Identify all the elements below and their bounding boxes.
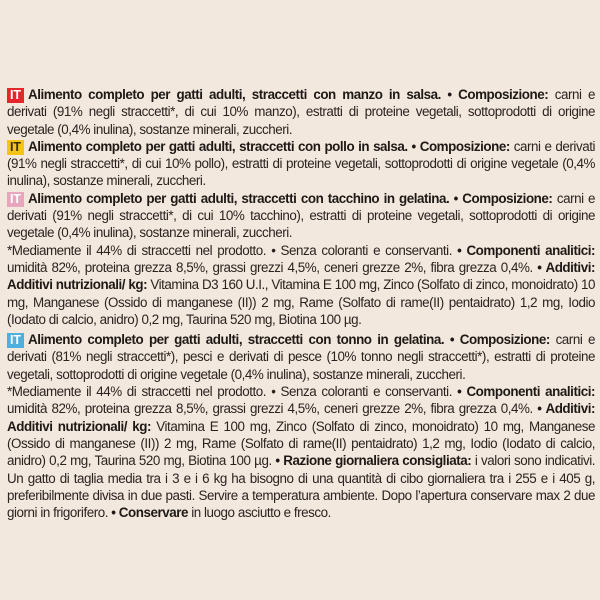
storage-text: in luogo asciutto e fresco. <box>187 505 331 521</box>
section-turkey <box>7 190 595 242</box>
additives-heading: • Additivi: Additivi nutrizionali/ kg: <box>7 259 595 293</box>
turkey-details <box>7 242 595 328</box>
label-panel <box>7 86 595 521</box>
analytic-text: umidità 82%, proteina grezza 8,5%, grassi grezzi 4,5%, ceneri grezze 2%, fibra grezza 0,4%. <box>7 259 538 275</box>
section-tuna <box>7 331 595 383</box>
additives-text: Vitamina D3 160 U.I., Vitamina E 100 mg, Zinco (Solfato di zinco, monoidrato) 10 mg, Manganese (Ossido di manganese (II)) 2 mg, Rame (Solfato di rame(II) pentaidrato) 1,2 mg, Iodio (Iodato di calcio, anidro) 0,2 mg, Taurina 520 mg, Biotina 100 µg. <box>7 277 595 327</box>
additives-text: Vitamina E 100 mg, Zinco (Solfato di zinco, monoidrato) 10 mg, Manganese (Ossido di manganese (II)) 2 mg, Rame (Solfato di rame(II) pentaidrato) 1,2 mg, Iodio (Iodato di calcio, anidro) 0,2 mg, Taurina 520 mg, Biotina 100 µg. <box>7 418 595 469</box>
section-chicken-title: Alimento completo per gatti adulti, straccetti con pollo in salsa. <box>28 138 408 154</box>
composition-text: carni e derivati (91% negli straccetti*, di cui 10% tacchino), estratti di proteine vegetali, sottoprodotti di origine vegetale (0,4% inulina), sostanze minerali, zuccheri. <box>7 190 595 241</box>
product-note: *Mediamente il 44% di straccetti nel prodotto. • Senza coloranti e conservanti. <box>7 242 458 258</box>
section-beef <box>7 86 595 138</box>
ration-heading: • Razione giornaliera consigliata: <box>275 453 472 469</box>
section-turkey-title: Alimento completo per gatti adulti, straccetti con tacchino in gelatina. <box>28 190 450 206</box>
analytic-heading: • Componenti analitici: <box>457 242 596 258</box>
storage-heading: • Conservare <box>111 505 188 521</box>
lang-badge-tuna: IT <box>7 333 24 348</box>
lang-badge-beef: IT <box>7 88 24 103</box>
lang-badge-turkey: IT <box>7 192 24 207</box>
ration-text: i valori sono indicativi. Un gatto di taglia media tra i 3 e i 6 kg ha bisogno di una quantità di cibo giornaliera tra i 255 e i 405 g, preferibilmente divisa in due pasti. Servire a temperatura ambiente. Dopo l’apertura conservare max 2 due giorni in frigorifero. <box>7 453 596 521</box>
section-chicken <box>7 138 595 190</box>
additives-heading: • Additivi: Additivi nutrizionali/ kg: <box>7 401 595 434</box>
composition-text: carni e derivati (91% negli straccetti*, di cui 10% manzo), estratti di proteine vegetali, sottoprodotti di origine vegetale (0,4% inulina), sostanze minerali, zuccheri. <box>7 87 595 137</box>
analytic-heading: • Componenti analitici: <box>457 384 596 400</box>
composition-text: carni e derivati (91% negli straccetti*, di cui 10% pollo), estratti di proteine vegetali, sottoprodotti di origine vegetale (0,4% inulina), sostanze minerali, zuccheri. <box>7 138 595 189</box>
composition-text: carni e derivati (81% negli straccetti*), pesci e derivati di pesce (10% tonno negli straccetti*), estratti di proteine vegetali, sottoprodotti di origine vegetale (0,4% inulina), sostanze minerali, zuccheri. <box>7 332 596 382</box>
tuna-details <box>7 383 595 521</box>
analytic-text: umidità 82%, proteina grezza 8,5%, grassi grezzi 4,5%, ceneri grezze 2%, fibra grezza 0,4%. <box>7 401 538 417</box>
composition-heading: • Composizione: <box>447 87 549 102</box>
composition-heading: • Composizione: <box>453 190 553 206</box>
product-note: *Mediamente il 44% di straccetti nel prodotto. • Senza coloranti e conservanti. <box>7 384 458 400</box>
composition-heading: • Composizione: <box>449 332 550 348</box>
composition-heading: • Composizione: <box>411 138 510 154</box>
lang-badge-chicken: IT <box>7 140 24 155</box>
section-beef-title: Alimento completo per gatti adulti, straccetti con manzo in salsa. <box>28 87 441 102</box>
section-tuna-title: Alimento completo per gatti adulti, straccetti con tonno in gelatina. <box>28 332 445 348</box>
